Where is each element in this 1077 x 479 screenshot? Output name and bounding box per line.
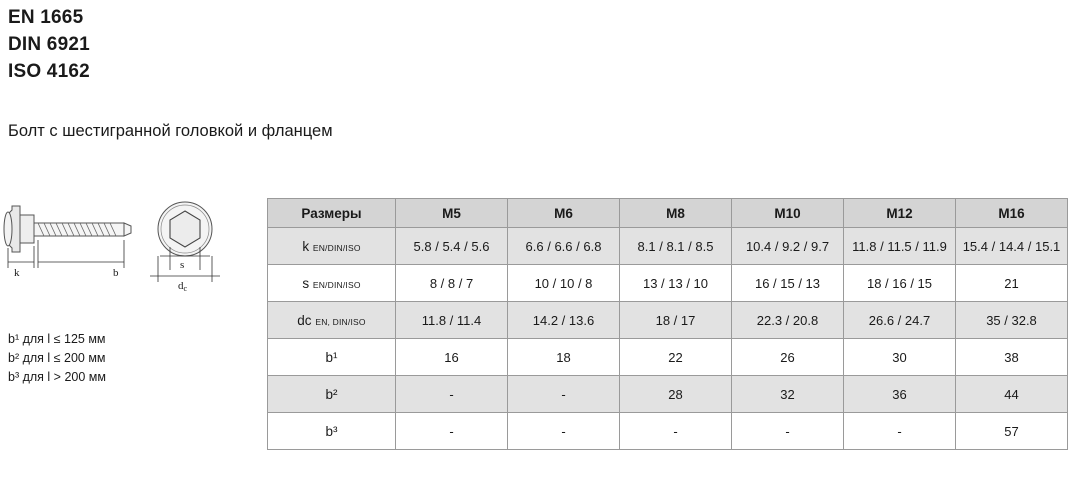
table-cell: 22.3 / 20.8 [732,302,844,339]
table-row [268,302,1068,339]
table-cell: 36 [844,376,956,413]
footnote-3: b³ для l > 200 мм [8,370,106,384]
table-cell: - [732,413,844,450]
table-cell: 16 / 15 / 13 [732,265,844,302]
table-cell: 10 / 10 / 8 [508,265,620,302]
table-header-cell: M6 [508,199,620,228]
row-label-b2: b² [268,376,396,413]
dimension-label-dc: dc [178,280,188,293]
table-cell: 13 / 13 / 10 [620,265,732,302]
row-label-dc: dc EN, DIN/ISO [268,302,396,339]
standards-list [8,4,90,85]
bolt-side-view [4,206,131,252]
table-cell: 44 [956,376,1068,413]
table-cell: 38 [956,339,1068,376]
table-cell: 22 [620,339,732,376]
table-header-row [268,199,1068,228]
table-cell: 18 / 17 [620,302,732,339]
row-label-k: k EN/DIN/ISO [268,228,396,265]
dimension-label-s: s [180,259,185,271]
table-header-cell: M5 [396,199,508,228]
table-cell: - [620,413,732,450]
table-header-cell: Размеры [268,199,396,228]
table-cell: 10.4 / 9.2 / 9.7 [732,228,844,265]
technical-drawing [0,190,265,300]
row-label-s: s EN/DIN/ISO [268,265,396,302]
table-cell: 35 / 32.8 [956,302,1068,339]
bolt-drawing-svg [0,190,265,300]
table-cell: - [396,413,508,450]
table-cell: - [508,376,620,413]
page-title: Болт с шестигранной головкой и фланцем [8,122,333,140]
standard-din: DIN 6921 [8,34,90,55]
table-cell: 11.8 / 11.4 [396,302,508,339]
table-header-cell: M8 [620,199,732,228]
footnotes [8,330,106,387]
table-header-cell: M12 [844,199,956,228]
table-cell: 5.8 / 5.4 / 5.6 [396,228,508,265]
table-row [268,339,1068,376]
table-cell: 21 [956,265,1068,302]
dimension-label-b: b [113,267,119,279]
table-cell: - [508,413,620,450]
table-header-cell: M16 [956,199,1068,228]
table-cell: 32 [732,376,844,413]
table-cell: 6.6 / 6.6 / 6.8 [508,228,620,265]
table-row [268,413,1068,450]
standard-en: EN 1665 [8,7,84,28]
standard-iso: ISO 4162 [8,61,90,82]
table-cell: 14.2 / 13.6 [508,302,620,339]
table-cell: - [396,376,508,413]
table-cell: - [844,413,956,450]
dimension-lines [8,240,124,268]
table-cell: 16 [396,339,508,376]
table-cell: 8.1 / 8.1 / 8.5 [620,228,732,265]
table-cell: 15.4 / 14.4 / 15.1 [956,228,1068,265]
footnote-2: b² для l ≤ 200 мм [8,351,106,365]
table-cell: 8 / 8 / 7 [396,265,508,302]
table-cell: 57 [956,413,1068,450]
dimensions-table [267,198,1068,450]
table-cell: 11.8 / 11.5 / 11.9 [844,228,956,265]
footnote-1: b¹ для l ≤ 125 мм [8,332,106,346]
table-header-cell: M10 [732,199,844,228]
dimensions-table-wrapper [267,198,1068,450]
row-label-b1: b¹ [268,339,396,376]
table-cell: 18 / 16 / 15 [844,265,956,302]
table-cell: 18 [508,339,620,376]
table-cell: 28 [620,376,732,413]
dimension-label-k: k [14,267,20,279]
table-cell: 30 [844,339,956,376]
table-row [268,376,1068,413]
table-row [268,228,1068,265]
row-label-b3: b³ [268,413,396,450]
table-row [268,265,1068,302]
table-cell: 26.6 / 24.7 [844,302,956,339]
table-cell: 26 [732,339,844,376]
bolt-front-view [158,202,212,256]
